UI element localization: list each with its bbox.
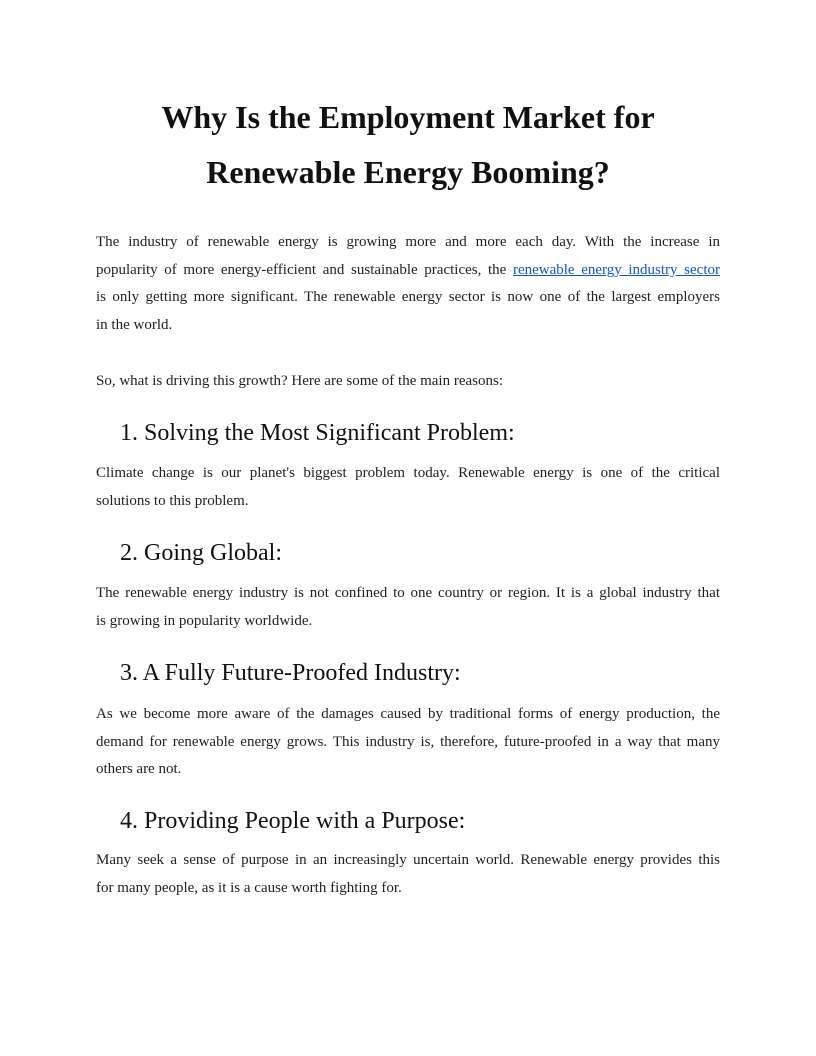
section-3-line-3: others are not.: [96, 761, 182, 778]
section-3-line-2: demand for renewable energy grows. This industry is, therefore, future-proofed in a way that many: [96, 733, 720, 750]
lead-in-text: So, what is driving this growth? Here are some of the main reasons:: [96, 373, 503, 389]
intro-line-4: in the world.: [96, 317, 173, 334]
section-1-line-1: Climate change is our planet's biggest problem today. Renewable energy is one of the critical: [96, 465, 720, 481]
intro-line-2-text: popularity of more energy-efficient and sustainable practices, the: [96, 261, 513, 278]
section-paragraph-1: [96, 460, 720, 515]
intro-line-1: The industry of renewable energy is growing more and more each day. With the increase in: [96, 234, 720, 250]
section-3-line-1: As we become more aware of the damages caused by traditional forms of energy production, the: [96, 706, 720, 722]
section-1-line-2: solutions to this problem.: [96, 492, 249, 509]
document-title-line-2: Renewable Energy Booming?: [206, 154, 610, 190]
section-2-line-1: The renewable energy industry is not confined to one country or region. It is a global industry that: [96, 585, 720, 601]
section-heading-4: 4. Providing People with a Purpose:: [120, 808, 466, 834]
section-2-line-2: is growing in popularity worldwide.: [96, 612, 313, 629]
section-paragraph-4: [96, 847, 720, 902]
lead-in-paragraph: [96, 368, 720, 396]
intro-line-2: [96, 257, 720, 285]
section-paragraph-2: [96, 580, 720, 635]
section-4-line-2: for many people, as it is a cause worth fighting for.: [96, 879, 402, 896]
document-title-line-1: Why Is the Employment Market for: [161, 99, 655, 135]
section-heading-3: 3. A Fully Future-Proofed Industry:: [120, 660, 461, 686]
renewable-energy-sector-link[interactable]: renewable energy industry sector: [512, 261, 720, 278]
section-heading-2: 2. Going Global:: [120, 540, 282, 566]
section-paragraph-3: [96, 701, 720, 784]
intro-paragraph: [96, 229, 720, 340]
section-heading-1: 1. Solving the Most Significant Problem:: [120, 420, 515, 446]
intro-line-3: is only getting more significant. The renewable energy sector is now one of the largest employers: [96, 289, 720, 306]
section-4-line-1: Many seek a sense of purpose in an increasingly uncertain world. Renewable energy provides this: [96, 852, 720, 868]
